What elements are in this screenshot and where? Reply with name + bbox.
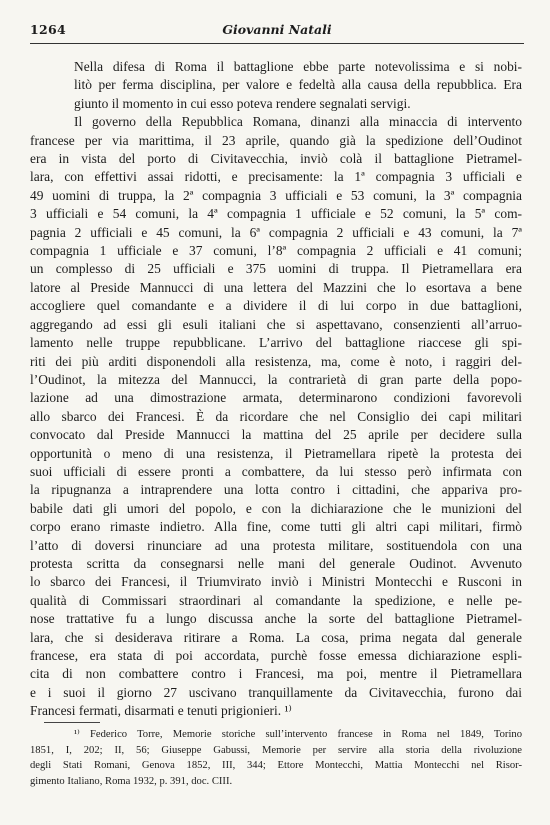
text-line: un complesso di 25 ufficiali e 375 uomini di truppa. Il Pietramellara era (30, 261, 522, 277)
text-line: cita di non combattere contro i Francesi, ma poi, mentre il Pietramellara (30, 666, 522, 682)
text-line: 3 ufficiali e 54 comuni, la 4ª compagnia 1 ufficiale e 52 comuni, la 5ª com- (30, 206, 522, 222)
text-line: lara, con effettivi assai ridotti, e precisamente: la 1ª compagnia 3 ufficiali e (30, 169, 522, 185)
text-line: Il governo della Repubblica Romana, dinanzi alla minaccia di intervento (74, 114, 522, 130)
text-line: accogliere quel comandante e a dividere il di lui corpo in due battaglioni, (30, 298, 522, 314)
text-line: era in vista del porto di Civitavecchia, inviò colà il battaglione Pietramel- (30, 151, 522, 167)
text-line: litò per ferma disciplina, per valore e fedeltà alla causa della repubblica. Era (74, 77, 522, 93)
text-line: protesta scritta da consegnarsi nelle mani del generale Oudinot. Avvenuto (30, 555, 522, 571)
text-line: pagnia 2 ufficiali e 45 comuni, la 6ª compagnia 2 ufficiali e 43 comuni, la 7ª (30, 224, 522, 240)
text-line: lara, che si desiderava ritirare a Roma. La cosa, prima negata dal generale (30, 629, 522, 645)
text-line: allo sbarco dei Francesi. È da ricordare che nel Consiglio dei capi militari (30, 408, 522, 424)
main-text (30, 58, 522, 721)
footnote-line: gimento Italiano, Roma 1932, p. 391, doc. CIII. (30, 775, 233, 787)
footnote-line: ¹⁾ Federico Torre, Memorie storiche sull’intervento francese in Roma nel 1849, Torino (74, 729, 523, 740)
text-line: opportunità o meno di una resistenza, il Pietramellara ripetè la protesta dei (30, 445, 522, 461)
text-line: la ripugnanza a intraprendere una lotta contro i cittadini, che appariva pro- (30, 482, 522, 498)
text-line: Francesi fermati, disarmati e tenuti prigionieri. ¹⁾ (30, 703, 292, 719)
footnote-line: degli Stati Romani, Genova 1852, III, 344; Ettore Montecchi, Mattia Montecchi nel Risor- (30, 760, 522, 771)
paragraph-2 (30, 113, 522, 720)
text-line: 49 uomini di truppa, la 2ª compagnia 3 ufficiali e 53 comuni, la 3ª compagnia (30, 187, 522, 203)
text-line: lazione ad una dimostrazione armata, determinarono condizioni favorevoli (30, 390, 522, 406)
text-line: l’Oudinot, la mitezza del Mannucci, la contrarietà di gran parte della popo- (30, 371, 522, 387)
text-line: compagnia 1 ufficiale e 37 comuni, l’8ª compagnia 2 ufficiali e 41 comuni; (30, 243, 522, 259)
footnote-separator (44, 722, 100, 723)
page-number: 1264 (30, 22, 66, 37)
text-line: aggregando ad essi gli esuli italiani che si aspettavano, consenzienti all’arruo- (30, 316, 522, 332)
page-header (30, 22, 524, 44)
text-line: corpo erano rimaste indietro. Alla fine, come tutti gli altri capi militari, firmò (30, 519, 522, 535)
text-line: suoi ufficiali di essere pronti a combattere, da lui stesso però infirmata con (30, 463, 522, 479)
text-line: qualità di Commissari straordinari al comandante la spedizione, e nelle pe- (30, 592, 522, 608)
running-title: Giovanni Natali (222, 22, 332, 37)
text-line: francese per via marittima, il 23 aprile, quando già la spedizione dell’Oudinot (30, 132, 522, 148)
text-line: l’atto di doversi rinunciare ad una protesta militare, sostituendola con una (30, 537, 522, 553)
text-line: riti dei più arditi disponendoli alla resistenza, ma, come è noto, i raggiri del- (30, 353, 522, 369)
footnote (30, 727, 522, 789)
text-line: latore al Preside Mannucci di una lettera del Mazzini che lo esortava a bene (30, 279, 522, 295)
footnote-line: 1851, I, 202; II, 56; Giuseppe Gabussi, Memorie per servire alla storia della rivoluzione (30, 744, 522, 756)
text-line: lo sbarco dei Francesi, il Triumvirato inviò i Ministri Montecchi e Rusconi in (30, 574, 522, 590)
text-line: Nella difesa di Roma il battaglione ebbe parte notevolissima e si nobi- (74, 59, 522, 74)
text-line: francese, era stata di poi accordata, purchè fosse emessa dichiarazione espli- (30, 648, 522, 663)
text-line: giunto il momento in cui esso poteva rendere segnalati servigi. (74, 95, 411, 111)
text-line: convocato dal Preside Mannucci la mattina del 25 aprile per decidere sulla (30, 427, 522, 443)
text-line: lamento nelle truppe repubblicane. L’arrivo del battaglione riaccese gli spi- (30, 335, 522, 351)
text-line: e i suoi il giorno 27 uscivano tranquillamente da Civitavecchia, furono dai (30, 684, 522, 700)
text-line: babile dati gli umori del popolo, e con la dichiarazione che le munizioni del (30, 500, 522, 516)
header-rule (30, 43, 524, 44)
paragraph-1 (30, 58, 522, 113)
footnote-marker: ¹⁾ (74, 729, 80, 740)
text-line: nose trattative fu a lungo discussa anche la sorte del battaglione Pietramel- (30, 611, 522, 627)
